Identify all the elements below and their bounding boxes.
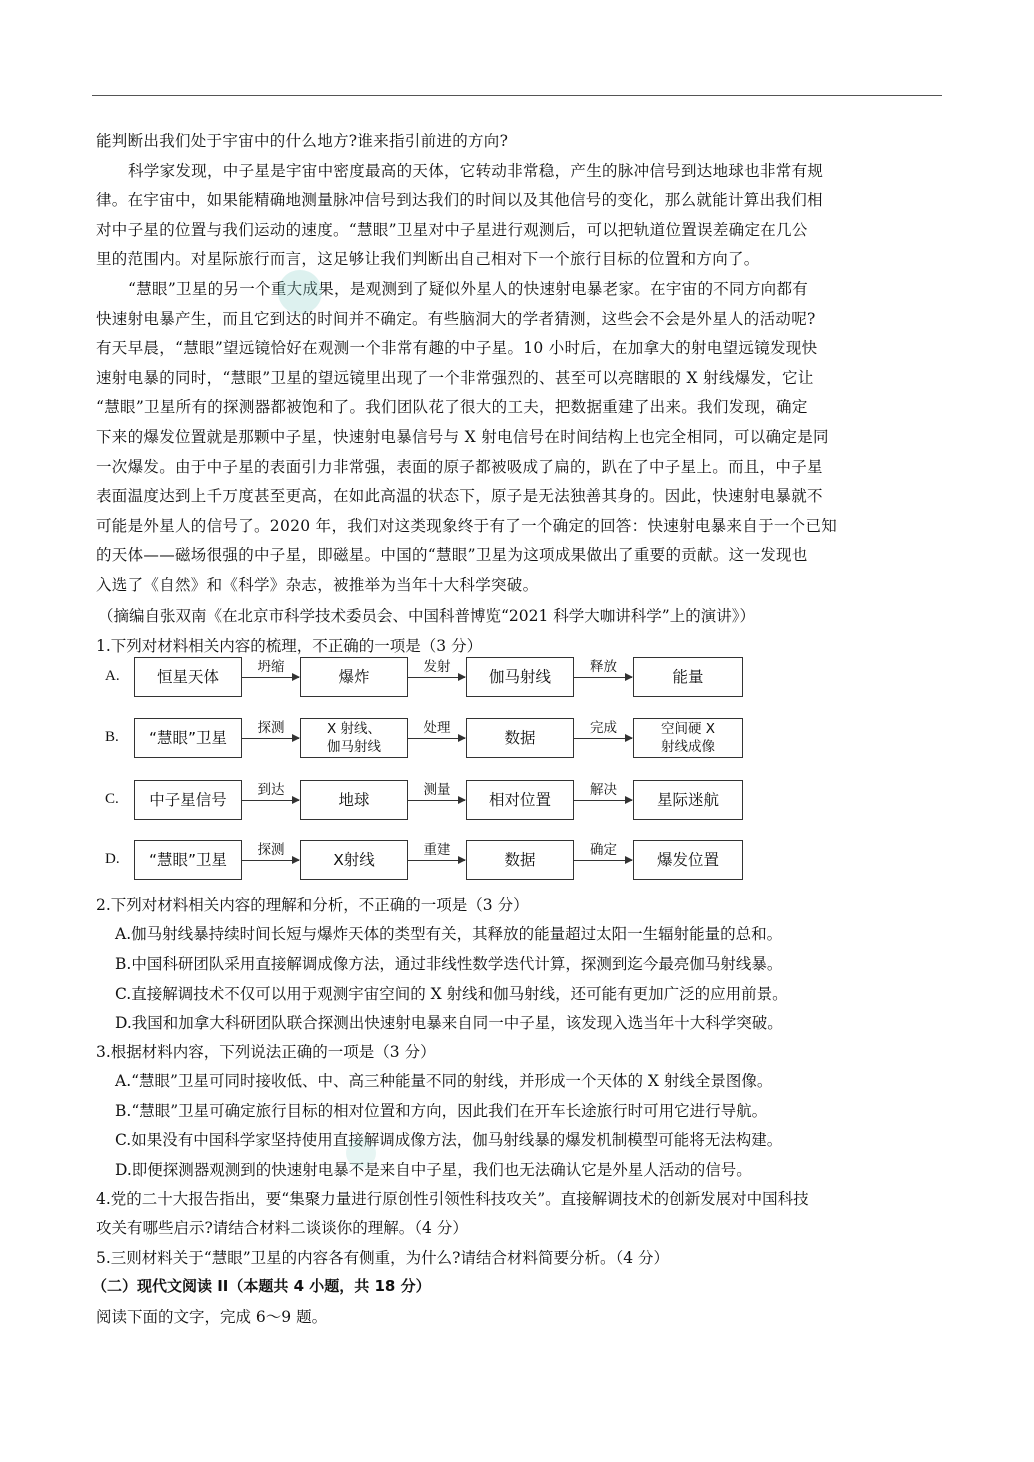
section2-heading: （二）现代文阅读 II（本题共 4 小题，共 18 分） xyxy=(92,1277,431,1295)
q2-option-a: A.伽马射线暴持续时间长短与爆炸天体的类型有关，其释放的能量超过太阳一生辐射能量的总和。 xyxy=(115,925,783,943)
q1-flow-box: 地球 xyxy=(300,780,408,820)
q1-flow-arrow xyxy=(574,800,632,801)
passage-line: 下来的爆发位置就是那颗中子星，快速射电暴信号与 X 射电信号在时间结构上也完全相同，可以确定是同 xyxy=(96,427,829,446)
section2-instruction: 阅读下面的文字，完成 6～9 题。 xyxy=(96,1308,328,1326)
q1-flow-arrow xyxy=(408,677,465,678)
q1-flow-arrow xyxy=(242,800,299,801)
q2-option-c: C.直接解调技术不仅可以用于观测宇宙空间的 X 射线和伽马射线，还可能有更加广泛的应用前景。 xyxy=(115,985,788,1003)
passage-line: 一次爆发。由于中子星的表面引力非常强，表面的原子都被吸成了扁的，趴在了中子星上。而且，中子星 xyxy=(96,457,823,476)
q3-option-a: A.“慧眼”卫星可同时接收低、中、高三种能量不同的射线，并形成一个天体的 X 射线全景图像。 xyxy=(115,1072,773,1090)
watermark-logo-icon xyxy=(346,1138,376,1168)
q1-flow-box: 爆炸 xyxy=(300,657,408,697)
q1-flow-arrow xyxy=(574,738,632,739)
passage-line: 入选了《自然》和《科学》杂志，被推举为当年十大科学突破。 xyxy=(96,575,539,594)
q1-flow-box: 数据 xyxy=(466,718,574,758)
passage-line: 快速射电暴产生，而且它到达的时间并不确定。有些脑洞大的学者猜测，这些会不会是外星人的活动呢? xyxy=(96,309,816,328)
q1-row-letter: B. xyxy=(105,729,119,745)
q1-arrow-label: 到达 xyxy=(257,782,285,798)
q1-flow-box: “慧眼”卫星 xyxy=(134,718,242,758)
q1-flow-box: 数据 xyxy=(466,840,574,880)
q1-arrow-label: 确定 xyxy=(590,842,617,858)
passage-line: “慧眼”卫星所有的探测器都被饱和了。我们团队花了很大的工夫，把数据重建了出来。我们发现，确定 xyxy=(96,398,808,417)
q1-arrow-label: 重建 xyxy=(423,842,451,858)
q1-flow-box: 恒星天体 xyxy=(134,657,242,697)
q3-option-d: D.即便探测器观测到的快速射电暴不是来自中子星，我们也无法确认它是外星人活动的信号。 xyxy=(115,1161,752,1179)
passage-line: 律。在宇宙中，如果能精确地测量脉冲信号到达我们的时间以及其他信号的变化，那么就能计算出我们相 xyxy=(96,191,823,210)
q1-flow-arrow xyxy=(242,738,299,739)
q1-arrow-label: 坍缩 xyxy=(257,659,285,675)
q1-flow-box: 能量 xyxy=(633,657,743,697)
q1-flow-arrow xyxy=(408,860,465,861)
q4-line-1: 4.党的二十大报告指出，要“集聚力量进行原创性引领性科技攻关”。直接解调技术的创新发展对中国科技 xyxy=(96,1190,809,1208)
q1-row-letter: D. xyxy=(105,851,120,867)
q2-option-b: B.中国科研团队采用直接解调成像方法，通过非线性数学迭代计算，探测到迄今最亮伽马射线暴。 xyxy=(115,955,783,973)
passage xyxy=(96,127,938,601)
q1-flow-box: 相对位置 xyxy=(466,780,574,820)
passage-line: 速射电暴的同时，“慧眼”卫星的望远镜里出现了一个非常强烈的、甚至可以亮瞎眼的 X 射线爆发，它让 xyxy=(96,368,814,387)
q3-option-b: B.“慧眼”卫星可确定旅行目标的相对位置和方向，因此我们在开车长途旅行时可用它进行导航。 xyxy=(115,1102,768,1120)
q1-flow-arrow xyxy=(242,677,299,678)
q3-stem: 3.根据材料内容，下列说法正确的一项是（3 分） xyxy=(96,1043,436,1061)
q1-arrow-label: 释放 xyxy=(590,659,617,675)
passage-line: 可能是外星人的信号了。2020 年，我们对这类现象终于有了一个确定的回答：快速射电暴来自于一个已知 xyxy=(96,516,838,535)
q1-arrow-label: 完成 xyxy=(590,720,617,736)
q1-flow-box: X 射线、 伽马射线 xyxy=(300,718,408,758)
q5-stem: 5.三则材料关于“慧眼”卫星的内容各有侧重，为什么?请结合材料简要分析。（4 分） xyxy=(96,1249,669,1267)
q4-line-2: 攻关有哪些启示?请结合材料二谈谈你的理解。（4 分） xyxy=(96,1219,468,1237)
passage-line: 科学家发现，中子星是宇宙中密度最高的天体，它转动非常稳，产生的脉冲信号到达地球也非常有规 xyxy=(128,161,824,180)
q1-arrow-label: 测量 xyxy=(423,782,451,798)
q1-flow-arrow xyxy=(574,860,632,861)
q1-flow-box: 爆发位置 xyxy=(633,840,743,880)
q2-stem: 2.下列对材料相关内容的理解和分析，不正确的一项是（3 分） xyxy=(96,896,529,914)
q1-arrow-label: 探测 xyxy=(257,720,285,736)
q1-flow-box: 星际迷航 xyxy=(633,780,743,820)
passage-line: 里的范围内。对星际旅行而言，这足够让我们判断出自己相对下一个旅行目标的位置和方向了。 xyxy=(96,250,760,269)
q1-flow-box: X射线 xyxy=(300,840,408,880)
q1-flow-arrow xyxy=(574,677,632,678)
passage-line: 的天体——磁场很强的中子星，即磁星。中国的“慧眼”卫星为这项成果做出了重要的贡献。这一发现也 xyxy=(96,546,808,565)
q1-flow-arrow xyxy=(242,860,299,861)
watermark-logo-icon xyxy=(278,270,322,314)
q2-option-d: D.我国和加拿大科研团队联合探测出快速射电暴来自同一中子星，该发现入选当年十大科学突破。 xyxy=(115,1014,783,1032)
q1-arrow-label: 发射 xyxy=(423,659,451,675)
q3-option-c: C.如果没有中国科学家坚持使用直接解调成像方法，伽马射线暴的爆发机制模型可能将无法构建。 xyxy=(115,1131,783,1149)
header-rule xyxy=(92,95,942,96)
passage-source: （摘编自张双南《在北京市科学技术委员会、中国科普博览“2021 科学大咖讲科学”上的演讲》） xyxy=(98,607,755,625)
passage-line: 有天早晨，“慧眼”望远镜恰好在观测一个非常有趣的中子星。10 小时后，在加拿大的射电望远镜发现快 xyxy=(96,339,818,358)
passage-line: 表面温度达到上千万度甚至更高，在如此高温的状态下，原子是无法独善其身的。因此，快速射电暴就不 xyxy=(96,487,823,506)
q1-flow-arrow xyxy=(408,738,465,739)
q1-arrow-label: 探测 xyxy=(257,842,285,858)
q1-flow-box: 伽马射线 xyxy=(466,657,574,697)
q1-stem: 1.下列对材料相关内容的梳理，不正确的一项是（3 分） xyxy=(96,637,483,655)
passage-line: “慧眼”卫星的另一个重大成果，是观测到了疑似外星人的快速射电暴老家。在宇宙的不同方向都有 xyxy=(128,279,809,298)
q1-flow-box: 中子星信号 xyxy=(134,780,242,820)
passage-line: 能判断出我们处于宇宙中的什么地方?谁来指引前进的方向? xyxy=(96,132,509,150)
q1-flow-box: “慧眼”卫星 xyxy=(134,840,242,880)
q1-flow-box: 空间硬 X 射线成像 xyxy=(633,718,743,758)
q1-flow-arrow xyxy=(408,800,465,801)
q1-arrow-label: 处理 xyxy=(423,720,451,736)
q1-arrow-label: 解决 xyxy=(590,782,617,798)
q1-row-letter: C. xyxy=(105,791,119,807)
q1-row-letter: A. xyxy=(105,668,120,684)
passage-line: 对中子星的位置与我们运动的速度。“慧眼”卫星对中子星进行观测后，可以把轨道位置误差确定在几公 xyxy=(96,220,808,239)
